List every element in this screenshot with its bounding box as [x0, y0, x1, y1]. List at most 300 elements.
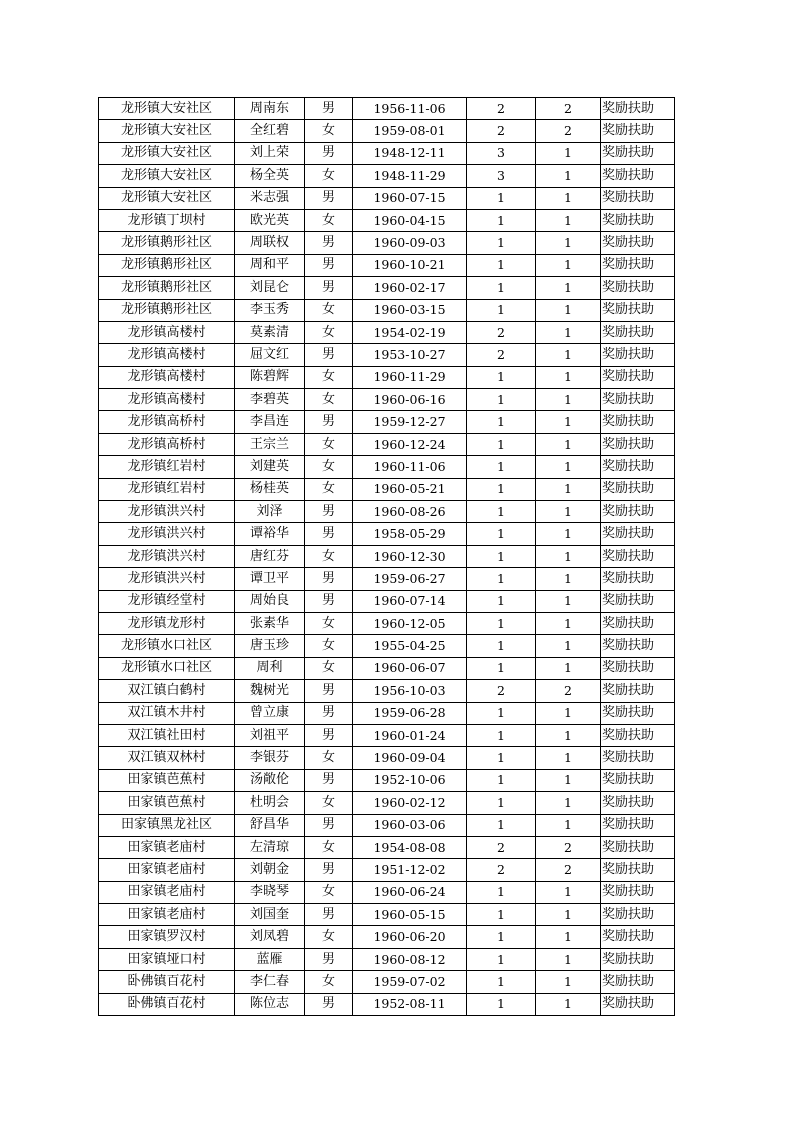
cell-person-name: 谭裕华 [235, 523, 305, 545]
cell-sex: 女 [305, 209, 353, 231]
cell-count-2: 1 [536, 478, 601, 500]
cell-birth-date: 1956-11-06 [353, 98, 467, 120]
cell-birth-date: 1960-06-07 [353, 657, 467, 679]
table-row [99, 904, 675, 926]
cell-unit: 龙形镇洪兴村 [99, 568, 235, 590]
cell-birth-date: 1960-07-14 [353, 590, 467, 612]
cell-support-type: 奖励扶助 [601, 702, 675, 724]
cell-support-type: 奖励扶助 [601, 120, 675, 142]
table-row [99, 187, 675, 209]
table-row [99, 411, 675, 433]
cell-person-name: 周利 [235, 657, 305, 679]
cell-person-name: 刘祖平 [235, 724, 305, 746]
cell-unit: 田家镇老庙村 [99, 904, 235, 926]
table-row [99, 142, 675, 164]
cell-count-2: 1 [536, 209, 601, 231]
cell-count-2: 1 [536, 590, 601, 612]
cell-birth-date: 1955-04-25 [353, 635, 467, 657]
cell-person-name: 周南东 [235, 98, 305, 120]
cell-support-type: 奖励扶助 [601, 299, 675, 321]
cell-birth-date: 1960-12-30 [353, 545, 467, 567]
cell-unit: 龙形镇红岩村 [99, 456, 235, 478]
cell-support-type: 奖励扶助 [601, 926, 675, 948]
cell-support-type: 奖励扶助 [601, 501, 675, 523]
cell-support-type: 奖励扶助 [601, 411, 675, 433]
cell-unit: 卧佛镇百花村 [99, 971, 235, 993]
cell-unit: 龙形镇洪兴村 [99, 523, 235, 545]
cell-count-2: 1 [536, 657, 601, 679]
cell-sex: 男 [305, 411, 353, 433]
cell-unit: 龙形镇高楼村 [99, 389, 235, 411]
cell-count-2: 1 [536, 389, 601, 411]
cell-support-type: 奖励扶助 [601, 724, 675, 746]
cell-sex: 女 [305, 881, 353, 903]
cell-count-2: 2 [536, 680, 601, 702]
cell-support-type: 奖励扶助 [601, 98, 675, 120]
cell-count-1: 1 [467, 456, 536, 478]
cell-count-2: 1 [536, 321, 601, 343]
cell-person-name: 米志强 [235, 187, 305, 209]
cell-sex: 女 [305, 389, 353, 411]
cell-count-1: 1 [467, 478, 536, 500]
table-row [99, 590, 675, 612]
cell-unit: 龙形镇鹅形社区 [99, 232, 235, 254]
cell-sex: 男 [305, 344, 353, 366]
table-row [99, 120, 675, 142]
cell-sex: 女 [305, 635, 353, 657]
cell-person-name: 刘泽 [235, 501, 305, 523]
cell-sex: 女 [305, 433, 353, 455]
cell-person-name: 陈碧辉 [235, 366, 305, 388]
cell-birth-date: 1960-06-24 [353, 881, 467, 903]
table-row [99, 478, 675, 500]
table-row [99, 389, 675, 411]
cell-support-type: 奖励扶助 [601, 545, 675, 567]
cell-unit: 龙形镇水口社区 [99, 657, 235, 679]
cell-unit: 双江镇双林村 [99, 747, 235, 769]
cell-person-name: 唐玉珍 [235, 635, 305, 657]
cell-count-2: 1 [536, 993, 601, 1015]
cell-support-type: 奖励扶助 [601, 523, 675, 545]
cell-birth-date: 1959-06-28 [353, 702, 467, 724]
cell-sex: 女 [305, 657, 353, 679]
cell-count-1: 1 [467, 209, 536, 231]
cell-count-1: 1 [467, 702, 536, 724]
cell-count-1: 1 [467, 254, 536, 276]
cell-unit: 龙形镇大安社区 [99, 120, 235, 142]
cell-birth-date: 1960-08-26 [353, 501, 467, 523]
cell-count-1: 1 [467, 389, 536, 411]
table-row [99, 433, 675, 455]
cell-person-name: 刘朝金 [235, 859, 305, 881]
cell-sex: 女 [305, 120, 353, 142]
cell-count-2: 2 [536, 859, 601, 881]
cell-person-name: 蓝雁 [235, 948, 305, 970]
table-row [99, 814, 675, 836]
cell-count-2: 1 [536, 769, 601, 791]
cell-count-2: 1 [536, 456, 601, 478]
cell-birth-date: 1951-12-02 [353, 859, 467, 881]
cell-birth-date: 1959-06-27 [353, 568, 467, 590]
table-row [99, 165, 675, 187]
cell-count-2: 1 [536, 635, 601, 657]
cell-birth-date: 1960-02-12 [353, 792, 467, 814]
cell-support-type: 奖励扶助 [601, 948, 675, 970]
cell-birth-date: 1960-01-24 [353, 724, 467, 746]
cell-person-name: 唐红芬 [235, 545, 305, 567]
table-row [99, 971, 675, 993]
cell-count-1: 1 [467, 277, 536, 299]
cell-person-name: 谭卫平 [235, 568, 305, 590]
cell-birth-date: 1960-06-20 [353, 926, 467, 948]
cell-unit: 田家镇黑龙社区 [99, 814, 235, 836]
cell-birth-date: 1952-08-11 [353, 993, 467, 1015]
cell-count-2: 1 [536, 187, 601, 209]
table-row [99, 657, 675, 679]
cell-count-2: 1 [536, 568, 601, 590]
cell-count-2: 1 [536, 724, 601, 746]
cell-sex: 男 [305, 814, 353, 836]
cell-support-type: 奖励扶助 [601, 187, 675, 209]
cell-person-name: 莫素清 [235, 321, 305, 343]
cell-sex: 女 [305, 747, 353, 769]
cell-count-1: 1 [467, 568, 536, 590]
cell-unit: 龙形镇龙形村 [99, 612, 235, 634]
cell-count-2: 1 [536, 612, 601, 634]
cell-count-1: 1 [467, 657, 536, 679]
cell-count-2: 1 [536, 814, 601, 836]
cell-support-type: 奖励扶助 [601, 859, 675, 881]
cell-sex: 女 [305, 299, 353, 321]
cell-person-name: 刘凤碧 [235, 926, 305, 948]
cell-sex: 女 [305, 836, 353, 858]
cell-sex: 女 [305, 478, 353, 500]
cell-sex: 男 [305, 98, 353, 120]
cell-unit: 龙形镇鹅形社区 [99, 277, 235, 299]
cell-count-2: 1 [536, 254, 601, 276]
cell-support-type: 奖励扶助 [601, 814, 675, 836]
cell-sex: 男 [305, 590, 353, 612]
cell-birth-date: 1960-12-05 [353, 612, 467, 634]
cell-unit: 双江镇社田村 [99, 724, 235, 746]
table-row [99, 881, 675, 903]
cell-birth-date: 1960-06-16 [353, 389, 467, 411]
cell-birth-date: 1960-07-15 [353, 187, 467, 209]
table-row [99, 747, 675, 769]
cell-count-1: 2 [467, 859, 536, 881]
cell-birth-date: 1959-08-01 [353, 120, 467, 142]
cell-sex: 男 [305, 724, 353, 746]
roster-table-body [99, 98, 675, 1016]
cell-support-type: 奖励扶助 [601, 590, 675, 612]
cell-count-1: 1 [467, 232, 536, 254]
cell-birth-date: 1960-05-21 [353, 478, 467, 500]
cell-person-name: 杨桂英 [235, 478, 305, 500]
cell-count-1: 1 [467, 590, 536, 612]
cell-count-2: 1 [536, 299, 601, 321]
cell-person-name: 刘上荣 [235, 142, 305, 164]
cell-birth-date: 1954-08-08 [353, 836, 467, 858]
cell-count-2: 1 [536, 523, 601, 545]
cell-count-1: 1 [467, 792, 536, 814]
cell-unit: 龙形镇高楼村 [99, 321, 235, 343]
cell-unit: 双江镇白鹤村 [99, 680, 235, 702]
cell-birth-date: 1960-08-12 [353, 948, 467, 970]
cell-unit: 田家镇老庙村 [99, 836, 235, 858]
cell-sex: 男 [305, 568, 353, 590]
cell-unit: 龙形镇丁坝村 [99, 209, 235, 231]
cell-birth-date: 1960-11-29 [353, 366, 467, 388]
cell-support-type: 奖励扶助 [601, 433, 675, 455]
cell-birth-date: 1958-05-29 [353, 523, 467, 545]
cell-person-name: 李昌连 [235, 411, 305, 433]
table-row [99, 680, 675, 702]
cell-sex: 男 [305, 904, 353, 926]
cell-person-name: 李玉秀 [235, 299, 305, 321]
cell-person-name: 张素华 [235, 612, 305, 634]
cell-person-name: 刘昆仑 [235, 277, 305, 299]
cell-unit: 卧佛镇百花村 [99, 993, 235, 1015]
cell-count-1: 1 [467, 769, 536, 791]
table-row [99, 523, 675, 545]
table-row [99, 836, 675, 858]
cell-person-name: 李仁春 [235, 971, 305, 993]
cell-support-type: 奖励扶助 [601, 344, 675, 366]
cell-sex: 女 [305, 321, 353, 343]
cell-sex: 女 [305, 456, 353, 478]
cell-person-name: 舒昌华 [235, 814, 305, 836]
cell-count-2: 1 [536, 142, 601, 164]
cell-count-1: 1 [467, 881, 536, 903]
cell-person-name: 魏树光 [235, 680, 305, 702]
cell-person-name: 李银芬 [235, 747, 305, 769]
table-row [99, 232, 675, 254]
cell-count-2: 1 [536, 411, 601, 433]
cell-count-1: 1 [467, 612, 536, 634]
cell-unit: 田家镇老庙村 [99, 859, 235, 881]
cell-count-1: 1 [467, 948, 536, 970]
table-row [99, 926, 675, 948]
cell-count-1: 2 [467, 344, 536, 366]
cell-unit: 龙形镇经堂村 [99, 590, 235, 612]
cell-count-2: 1 [536, 702, 601, 724]
cell-support-type: 奖励扶助 [601, 657, 675, 679]
cell-birth-date: 1960-09-04 [353, 747, 467, 769]
cell-support-type: 奖励扶助 [601, 836, 675, 858]
table-row [99, 948, 675, 970]
cell-person-name: 李晓琴 [235, 881, 305, 903]
cell-sex: 男 [305, 948, 353, 970]
cell-count-1: 1 [467, 523, 536, 545]
cell-unit: 龙形镇水口社区 [99, 635, 235, 657]
cell-count-1: 3 [467, 142, 536, 164]
cell-person-name: 曾立康 [235, 702, 305, 724]
cell-support-type: 奖励扶助 [601, 456, 675, 478]
cell-sex: 男 [305, 993, 353, 1015]
cell-support-type: 奖励扶助 [601, 478, 675, 500]
cell-count-2: 1 [536, 926, 601, 948]
cell-unit: 龙形镇大安社区 [99, 142, 235, 164]
table-row [99, 456, 675, 478]
cell-support-type: 奖励扶助 [601, 993, 675, 1015]
cell-person-name: 杜明会 [235, 792, 305, 814]
cell-count-2: 1 [536, 366, 601, 388]
cell-count-2: 1 [536, 792, 601, 814]
cell-count-2: 1 [536, 501, 601, 523]
cell-unit: 龙形镇鹅形社区 [99, 299, 235, 321]
cell-unit: 龙形镇红岩村 [99, 478, 235, 500]
cell-support-type: 奖励扶助 [601, 635, 675, 657]
cell-count-1: 1 [467, 299, 536, 321]
cell-birth-date: 1960-10-21 [353, 254, 467, 276]
table-row [99, 993, 675, 1015]
cell-birth-date: 1953-10-27 [353, 344, 467, 366]
table-row [99, 366, 675, 388]
cell-unit: 龙形镇高桥村 [99, 433, 235, 455]
cell-unit: 龙形镇大安社区 [99, 98, 235, 120]
cell-count-1: 1 [467, 366, 536, 388]
cell-sex: 男 [305, 142, 353, 164]
cell-count-2: 1 [536, 277, 601, 299]
cell-count-1: 1 [467, 747, 536, 769]
cell-sex: 男 [305, 523, 353, 545]
cell-count-2: 1 [536, 165, 601, 187]
cell-count-1: 1 [467, 814, 536, 836]
table-row [99, 792, 675, 814]
cell-count-2: 1 [536, 433, 601, 455]
cell-unit: 田家镇垭口村 [99, 948, 235, 970]
cell-count-2: 1 [536, 545, 601, 567]
cell-support-type: 奖励扶助 [601, 971, 675, 993]
table-row [99, 702, 675, 724]
cell-count-1: 2 [467, 680, 536, 702]
cell-count-2: 1 [536, 971, 601, 993]
cell-person-name: 周和平 [235, 254, 305, 276]
cell-birth-date: 1960-03-06 [353, 814, 467, 836]
cell-birth-date: 1960-05-15 [353, 904, 467, 926]
cell-sex: 男 [305, 232, 353, 254]
cell-person-name: 刘建英 [235, 456, 305, 478]
cell-sex: 女 [305, 366, 353, 388]
cell-support-type: 奖励扶助 [601, 769, 675, 791]
cell-birth-date: 1960-02-17 [353, 277, 467, 299]
cell-count-2: 1 [536, 232, 601, 254]
table-row [99, 545, 675, 567]
cell-support-type: 奖励扶助 [601, 568, 675, 590]
cell-sex: 男 [305, 702, 353, 724]
cell-unit: 龙形镇洪兴村 [99, 545, 235, 567]
cell-count-1: 1 [467, 411, 536, 433]
cell-person-name: 汤敞伦 [235, 769, 305, 791]
cell-unit: 田家镇老庙村 [99, 881, 235, 903]
cell-count-1: 1 [467, 971, 536, 993]
table-row [99, 859, 675, 881]
roster-table [98, 97, 675, 1016]
table-row [99, 254, 675, 276]
table-row [99, 635, 675, 657]
table-row [99, 724, 675, 746]
cell-person-name: 王宗兰 [235, 433, 305, 455]
cell-sex: 男 [305, 187, 353, 209]
cell-count-1: 3 [467, 165, 536, 187]
cell-birth-date: 1959-12-27 [353, 411, 467, 433]
cell-support-type: 奖励扶助 [601, 321, 675, 343]
cell-count-1: 1 [467, 926, 536, 948]
cell-count-1: 2 [467, 98, 536, 120]
cell-support-type: 奖励扶助 [601, 366, 675, 388]
cell-birth-date: 1948-11-29 [353, 165, 467, 187]
cell-count-2: 2 [536, 98, 601, 120]
cell-sex: 男 [305, 859, 353, 881]
cell-support-type: 奖励扶助 [601, 881, 675, 903]
cell-support-type: 奖励扶助 [601, 209, 675, 231]
cell-support-type: 奖励扶助 [601, 142, 675, 164]
table-row [99, 612, 675, 634]
cell-sex: 女 [305, 612, 353, 634]
cell-unit: 田家镇芭蕉村 [99, 792, 235, 814]
cell-count-2: 1 [536, 344, 601, 366]
cell-sex: 男 [305, 254, 353, 276]
cell-birth-date: 1956-10-03 [353, 680, 467, 702]
table-row [99, 769, 675, 791]
cell-unit: 双江镇木井村 [99, 702, 235, 724]
cell-count-2: 1 [536, 747, 601, 769]
cell-support-type: 奖励扶助 [601, 904, 675, 926]
cell-person-name: 屈文红 [235, 344, 305, 366]
cell-support-type: 奖励扶助 [601, 792, 675, 814]
cell-sex: 女 [305, 165, 353, 187]
cell-person-name: 杨全英 [235, 165, 305, 187]
cell-birth-date: 1960-04-15 [353, 209, 467, 231]
cell-sex: 男 [305, 277, 353, 299]
cell-count-2: 1 [536, 948, 601, 970]
cell-birth-date: 1960-03-15 [353, 299, 467, 321]
cell-count-1: 2 [467, 836, 536, 858]
cell-birth-date: 1960-11-06 [353, 456, 467, 478]
cell-unit: 龙形镇洪兴村 [99, 501, 235, 523]
cell-count-2: 2 [536, 120, 601, 142]
cell-birth-date: 1960-12-24 [353, 433, 467, 455]
cell-person-name: 全红碧 [235, 120, 305, 142]
cell-count-1: 2 [467, 321, 536, 343]
cell-unit: 田家镇罗汉村 [99, 926, 235, 948]
cell-count-2: 1 [536, 881, 601, 903]
cell-sex: 男 [305, 680, 353, 702]
cell-support-type: 奖励扶助 [601, 680, 675, 702]
cell-unit: 龙形镇鹅形社区 [99, 254, 235, 276]
cell-count-1: 1 [467, 501, 536, 523]
cell-birth-date: 1960-09-03 [353, 232, 467, 254]
cell-count-1: 1 [467, 545, 536, 567]
cell-sex: 男 [305, 501, 353, 523]
cell-birth-date: 1954-02-19 [353, 321, 467, 343]
cell-support-type: 奖励扶助 [601, 165, 675, 187]
cell-person-name: 刘国奎 [235, 904, 305, 926]
cell-count-1: 1 [467, 724, 536, 746]
cell-unit: 龙形镇大安社区 [99, 165, 235, 187]
cell-sex: 女 [305, 792, 353, 814]
cell-person-name: 欧光英 [235, 209, 305, 231]
cell-count-1: 2 [467, 120, 536, 142]
cell-count-2: 1 [536, 904, 601, 926]
cell-support-type: 奖励扶助 [601, 389, 675, 411]
cell-birth-date: 1959-07-02 [353, 971, 467, 993]
table-row [99, 344, 675, 366]
cell-person-name: 陈位志 [235, 993, 305, 1015]
table-row [99, 299, 675, 321]
cell-unit: 龙形镇高桥村 [99, 411, 235, 433]
cell-person-name: 李碧英 [235, 389, 305, 411]
